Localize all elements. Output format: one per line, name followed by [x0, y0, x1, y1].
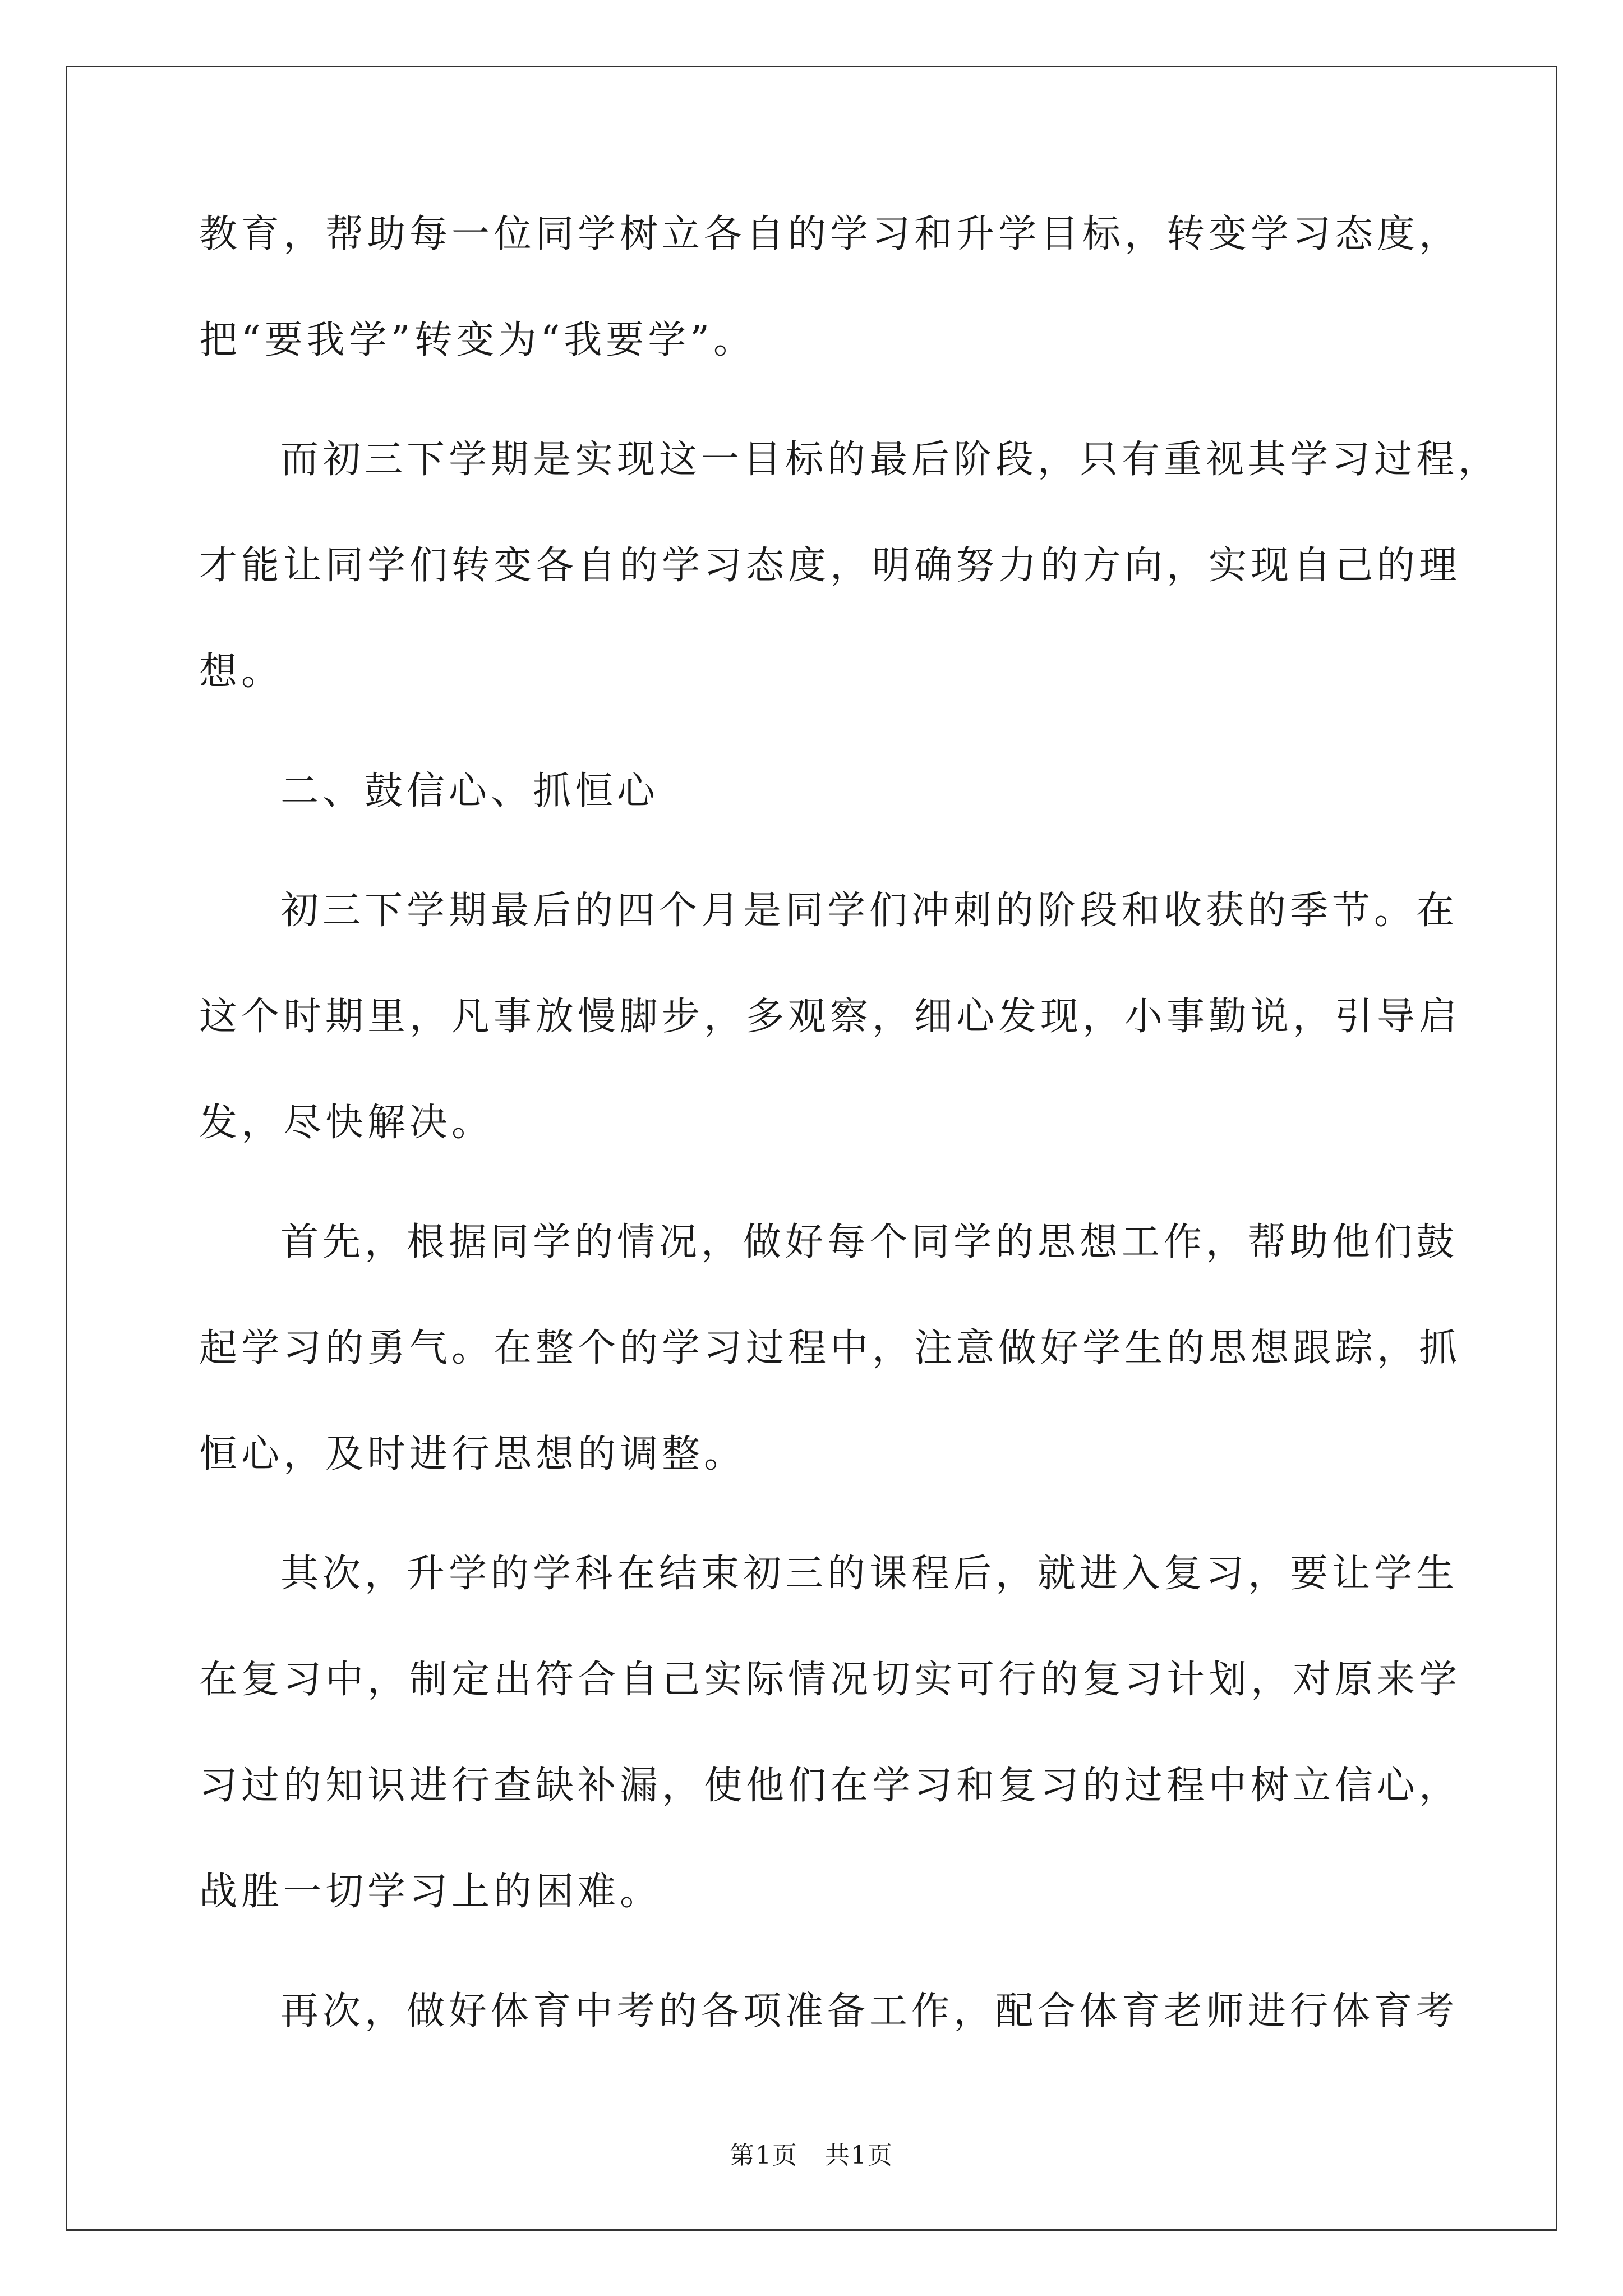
paragraph-line: 首先，根据同学的情况，做好每个同学的思想工作，帮助他们鼓: [280, 1220, 1459, 1264]
paragraph-line: 战胜一切学习上的困难。: [199, 1870, 662, 1914]
paragraph-line: 这个时期里，凡事放慢脚步，多观察，细心发现，小事勤说，引导启: [199, 995, 1461, 1039]
paragraph-line: 在复习中，制定出符合自己实际情况切实可行的复习计划，对原来学: [199, 1658, 1461, 1702]
page-footer: [0, 2140, 1623, 2171]
section-heading: 二、鼓信心、抓恒心: [280, 769, 660, 813]
paragraph-line: 起学习的勇气。在整个的学习过程中，注意做好学生的思想跟踪，抓: [199, 1326, 1461, 1370]
paragraph-line: 而初三下学期是实现这一目标的最后阶段，只有重视其学习过程，: [280, 438, 1501, 482]
page-number: 第1页 共1页: [730, 2141, 893, 2170]
paragraph-line: 把“要我学”转变为“我要学”。: [199, 318, 756, 362]
paragraph-line: 再次，做好体育中考的各项准备工作，配合体育老师进行体育考: [280, 1989, 1459, 2033]
paragraph-line: 想。: [199, 650, 284, 694]
paragraph-line: 教育，帮助每一位同学树立各自的学习和升学目标，转变学习态度，: [199, 212, 1461, 256]
paragraph-line: 发，尽快解决。: [199, 1101, 494, 1145]
paragraph-line: 其次，升学的学科在结束初三的课程后，就进入复习，要让学生: [280, 1552, 1459, 1596]
document-body: [199, 208, 1501, 2039]
paragraph-line: 恒心，及时进行思想的调整。: [199, 1432, 746, 1476]
paragraph-line: 初三下学期最后的四个月是同学们冲刺的阶段和收获的季节。在: [280, 889, 1459, 933]
paragraph-line: 才能让同学们转变各自的学习态度，明确努力的方向，实现自己的理: [199, 544, 1461, 588]
paragraph-line: 习过的知识进行查缺补漏，使他们在学习和复习的过程中树立信心，: [199, 1764, 1461, 1808]
